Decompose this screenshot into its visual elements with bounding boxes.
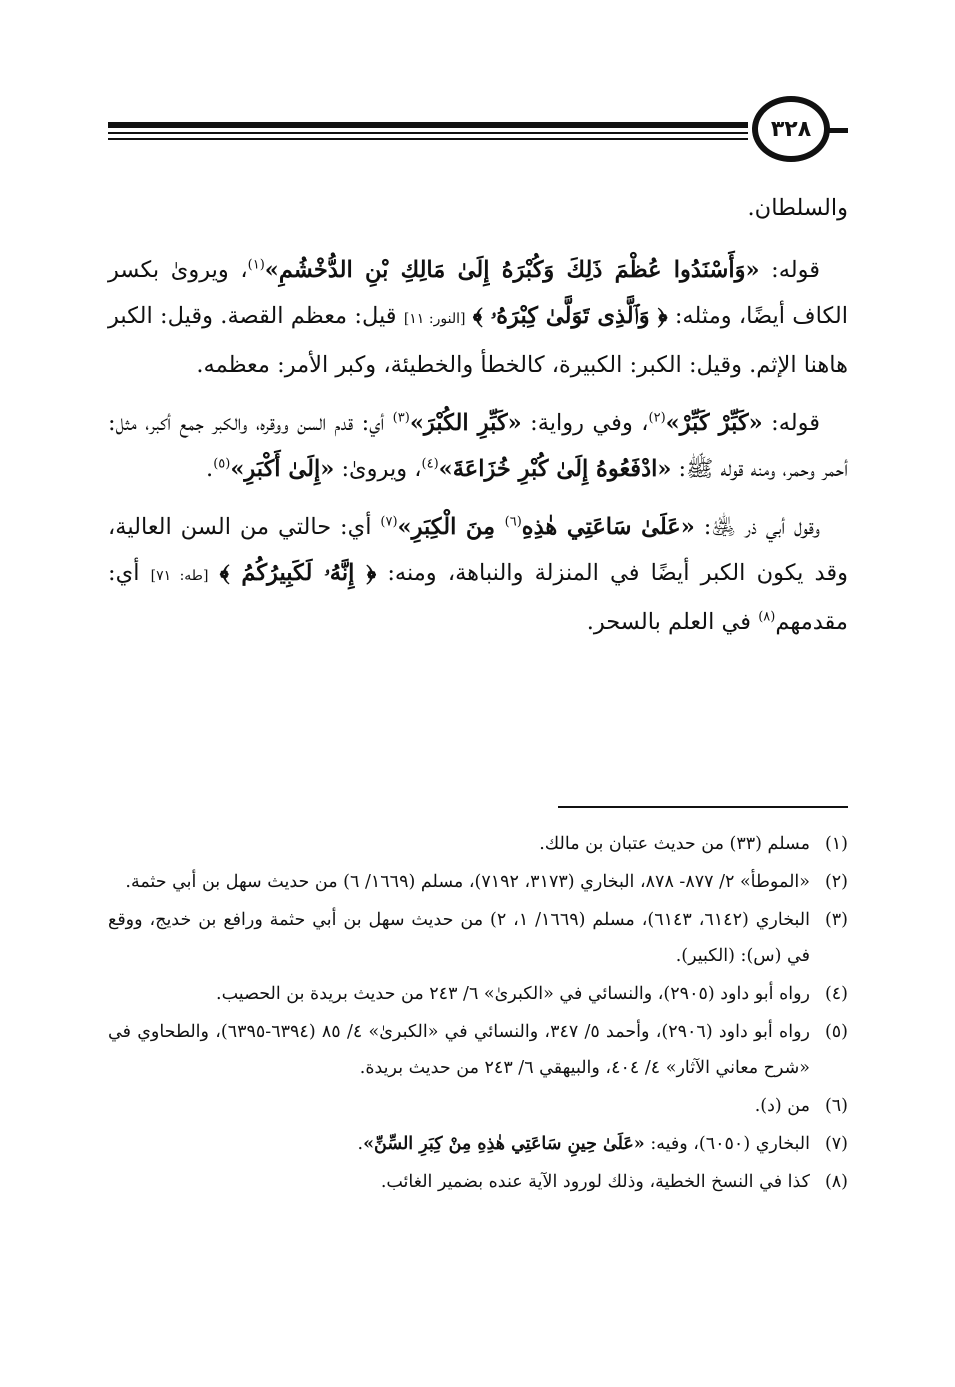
footnote-7-tail: . <box>357 1134 364 1154</box>
footnote-number: (١) <box>824 834 848 854</box>
footnote-number: (٥) <box>824 1022 848 1042</box>
header-rule-thick <box>108 122 748 128</box>
footnote-text: من (د). <box>754 1096 810 1116</box>
footnote-ref-3[interactable]: (٣) <box>392 410 410 426</box>
page-header <box>108 96 848 176</box>
footnote-ref-8[interactable]: (٨) <box>758 609 776 625</box>
footnote-3 <box>108 902 848 974</box>
p1-hadith: «وَأَسْنَدُوا عُظْمَ ذَلِكَ وَكُبْرَهُ إِلَىٰ مَالِكِ بْنِ الدُّخْشُمِ» <box>264 257 760 283</box>
footnote-number: (٤) <box>824 984 848 1004</box>
p2-lead: قوله: <box>762 410 821 436</box>
footnote-text: البخاري (٦١٤٢، ٦١٤٣)، مسلم (١٦٦٩/ ١، ٢) من حديث سهل بن أبي حثمة ورافع بن خديج، ووقع في (س): (الكبير). <box>108 910 810 966</box>
footnote-number: (٣) <box>824 910 848 930</box>
main-text <box>108 185 848 657</box>
footnote-6 <box>108 1088 848 1124</box>
footnote-5 <box>108 1014 848 1086</box>
paragraph-0-text: والسلطان. <box>747 195 848 221</box>
header-rule-thin-lower <box>108 138 748 140</box>
p3-lead: وقول أبي ذر ﵁: <box>694 514 820 540</box>
footnote-ref-6[interactable]: (٦) <box>504 514 522 530</box>
paragraph-1 <box>108 247 848 388</box>
footnote-ref-5[interactable]: (٥) <box>213 456 231 472</box>
footnote-number: (٢) <box>824 872 848 892</box>
footnote-text <box>108 1126 810 1162</box>
p2-text-e: . <box>206 456 214 482</box>
footnote-text: رواه أبو داود (٢٩٠٥)، والنسائي في «الكبرىٰ» ٦/ ٢٤٣ من حديث بريدة بن الحصيب. <box>216 984 810 1004</box>
footnote-2 <box>108 864 848 900</box>
p3-hadith-1: «عَلَىٰ سَاعَتِي هٰذِهِ <box>521 514 695 540</box>
footnotes <box>108 826 848 1202</box>
p1-quran-verse: ﴿ وَٱلَّذِى تَوَلَّىٰ كِبْرَهُۥ ﴾ <box>472 303 668 329</box>
footnote-ref-1[interactable]: (١) <box>247 257 265 273</box>
footnote-1 <box>108 826 848 862</box>
footnote-number: (٨) <box>824 1172 848 1192</box>
footnote-separator <box>558 806 848 808</box>
p2-hadith-2: «كَبِّرِ الكُبْرَ» <box>409 410 522 436</box>
p1-lead: قوله: <box>759 257 820 283</box>
footnote-number: (٧) <box>824 1134 848 1154</box>
header-rule-right <box>828 128 848 133</box>
footnote-ref-7[interactable]: (٧) <box>380 514 398 530</box>
p3-quran-verse: ﴿ إِنَّهُۥ لَكَبِيرُكُمُ ﴾ <box>219 560 377 586</box>
p2-hadith-4: «إِلَىٰ أَكْبَرِ» <box>230 456 335 482</box>
p1-text-b: ، ويروىٰ بكسر الكاف أيضًا، ومثله: <box>108 257 849 329</box>
p3-hadith-2: مِنَ الْكِبَرِ» <box>397 514 505 540</box>
p1-text-c: قيل: معظم القصة. وقيل: الكبر هاهنا الإثم. وقيل: الكبر: الكبيرة، كالخطأ والخطيئة، وكبر الأمر: معظمه. <box>108 303 848 378</box>
paragraph-0 <box>108 185 848 231</box>
p3-text-b: أي: حالتي من السن العالية، وقد يكون الكبر أيضًا في المنزلة والنباهة، ومنه: <box>108 514 848 586</box>
paragraph-2 <box>108 400 848 492</box>
p2-text-b: ، وفي رواية: <box>521 410 649 436</box>
p3-text-d: في العلم بالسحر. <box>586 609 759 635</box>
footnote-ref-4[interactable]: (٤) <box>421 456 439 472</box>
header-rule-thin <box>108 132 748 134</box>
paragraph-3 <box>108 504 848 645</box>
p2-text-d: ، ويروىٰ: <box>334 456 422 482</box>
p3-quran-ref: [طه: ٧١] <box>150 568 209 584</box>
footnote-7 <box>108 1126 848 1162</box>
footnote-text: «الموطأ» ٢/ ٨٧٧- ٨٧٨، البخاري (٣١٧٣، ٧١٩٢)، مسلم (١٦٦٩/ ٦) من حديث سهل بن أبي حثمة. <box>125 872 810 892</box>
footnote-7-lead: البخاري (٦٠٥٠)، وفيه: <box>644 1134 810 1154</box>
p2-hadith-1: «كَبِّرْ كَبِّرْ» <box>665 410 763 436</box>
p1-quran-ref: [النور: ١١] <box>403 311 466 327</box>
p2-hadith-3: «ادْفَعُوهُ إِلَىٰ كُبْرِ خُزَاعَةَ» <box>438 456 672 482</box>
p2-text-c: أي: قدم السن ووقره، والكبر جمع أكبر، مثل: أحمر وحمر، ومنه قوله ﷺ: <box>108 410 848 482</box>
footnote-text: مسلم (٣٣) من حديث عتبان بن مالك. <box>539 834 810 854</box>
p3-text-c: أي: مقدمهم <box>108 560 848 635</box>
footnote-8 <box>108 1164 848 1200</box>
footnote-4 <box>108 976 848 1012</box>
footnote-text: كذا في النسخ الخطية، وذلك لورود الآية عنده بضمير الغائب. <box>380 1172 810 1192</box>
footnote-number: (٦) <box>824 1096 848 1116</box>
footnote-7-hadith: «عَلَىٰ حِينِ سَاعَتِي هٰذِهِ مِنْ كِبَرِ السِّنِّ» <box>363 1134 645 1154</box>
page-number-badge <box>752 96 830 162</box>
page-number: ٣٢٨ <box>770 116 812 142</box>
footnote-text: رواه أبو داود (٢٩٠٦)، وأحمد ٥/ ٣٤٧، والنسائي في «الكبرىٰ» ٤/ ٨٥ (٦٣٩٤-٦٣٩٥)، والطحاوي في «شرح معاني الآثار» ٤/ ٤٠٤، والبيهقي ٦/ ٢٤٣ من حديث بريدة. <box>108 1022 810 1078</box>
footnote-ref-2[interactable]: (٢) <box>648 410 666 426</box>
